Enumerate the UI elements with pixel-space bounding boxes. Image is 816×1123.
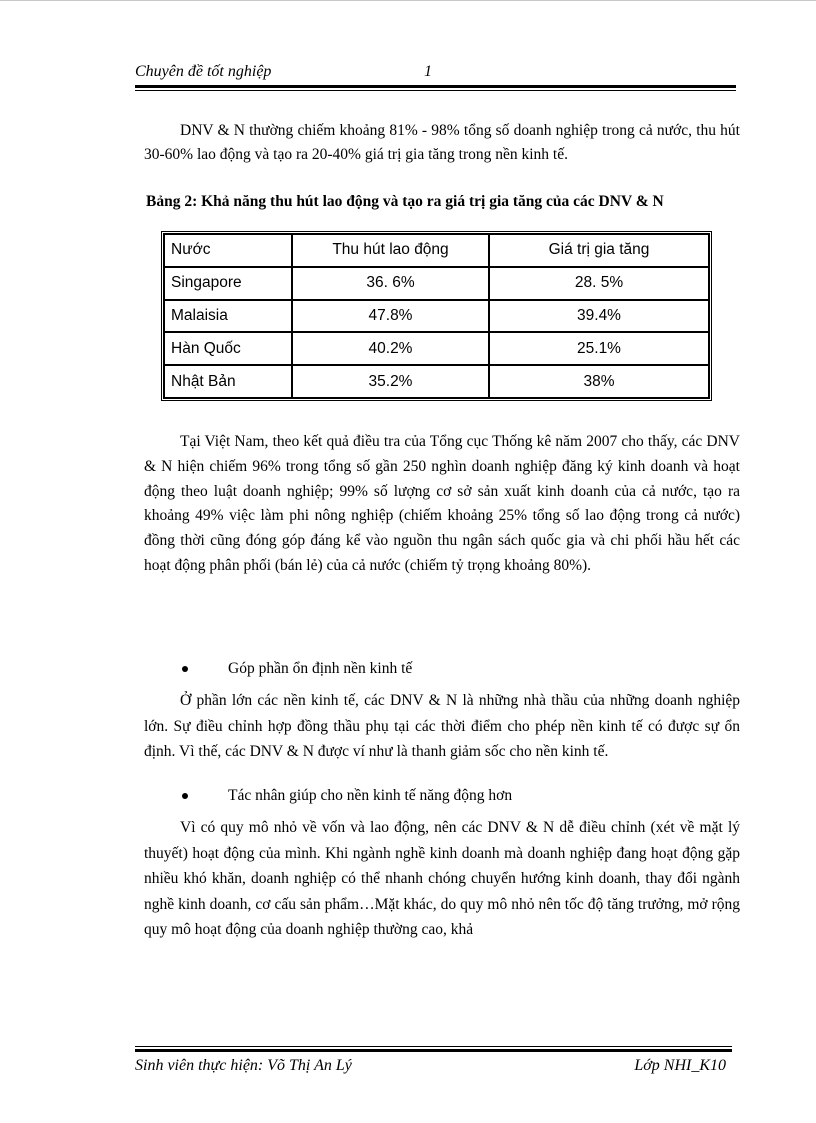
table-cell: Nhật Bản bbox=[164, 365, 292, 398]
bullet-dot-icon bbox=[182, 793, 188, 799]
table-header-cell: Giá trị gia tăng bbox=[489, 234, 709, 267]
bullet-dot-icon bbox=[182, 666, 188, 672]
table-row bbox=[164, 300, 709, 333]
paragraph-dynamic-text: Vì có quy mô nhỏ về vốn và lao động, nên các DNV & N dễ điều chỉnh (xét về mặt lý thuyết) hoạt động của mình. Khi ngành nghề kinh doanh mà doanh nghiệp đang hoạt động gặp nhiều khó khăn, doanh nghiệp có thể nhanh chóng chuyển hướng kinh doanh, thay đổi ngành nghề kinh doanh, cơ cấu sản phẩm…Mặt khác, do quy mô nhỏ nên tốc độ tăng trưởng, mở rộng quy mô hoạt động của doanh nghiệp thường cao, khả bbox=[144, 819, 740, 938]
paragraph-intro bbox=[144, 119, 740, 167]
table-row bbox=[164, 332, 709, 365]
table-cell: 47.8% bbox=[292, 300, 489, 333]
table-row bbox=[164, 365, 709, 398]
table-header-cell: Thu hút lao động bbox=[292, 234, 489, 267]
table-cell: Hàn Quốc bbox=[164, 332, 292, 365]
paragraph-vietnam bbox=[144, 430, 740, 579]
footer-rule bbox=[135, 1049, 732, 1052]
footer-rule-thin bbox=[135, 1046, 732, 1047]
page-top-border bbox=[0, 0, 816, 1]
table-cell: 25.1% bbox=[489, 332, 709, 365]
table-cell: 35.2% bbox=[292, 365, 489, 398]
table-cell: Malaisia bbox=[164, 300, 292, 333]
header-title: Chuyên đề tốt nghiệp bbox=[135, 63, 272, 80]
table-caption: Bảng 2: Khả năng thu hút lao động và tạo ra giá trị gia tăng của các DNV & N bbox=[146, 193, 664, 210]
table-header-row bbox=[164, 234, 709, 267]
bullet-text: Góp phần ổn định nền kinh tế bbox=[228, 660, 413, 677]
page-number: 1 bbox=[424, 63, 432, 80]
header-rule bbox=[135, 85, 736, 88]
table-cell: 36. 6% bbox=[292, 267, 489, 300]
table-cell: 40.2% bbox=[292, 332, 489, 365]
table-cell: 39.4% bbox=[489, 300, 709, 333]
paragraph-vietnam-text: Tại Việt Nam, theo kết quả điều tra của Tổng cục Thống kê năm 2007 cho thấy, các DNV & N hiện chiếm 96% trong tổng số gần 250 nghìn doanh nghiệp đăng ký kinh doanh và hoạt động theo luật doanh nghiệp; 99% số lượng cơ sở sản xuất kinh doanh của cả nước, tạo ra khoảng 49% việc làm phi nông nghiệp (chiếm khoảng 25% tổng số lao động trong cả nước) đồng thời cũng đóng góp đáng kể vào nguồn thu ngân sách quốc gia và chi phối hầu hết các hoạt động phân phối (bán lẻ) của cả nước (chiếm tỷ trọng khoảng 80%). bbox=[144, 433, 740, 574]
table-row bbox=[164, 267, 709, 300]
page-footer bbox=[135, 1046, 732, 1078]
table-cell: 38% bbox=[489, 365, 709, 398]
table-cell: Singapore bbox=[164, 267, 292, 300]
table-cell: 28. 5% bbox=[489, 267, 709, 300]
paragraph-intro-text: DNV & N thường chiếm khoảng 81% - 98% tổng số doanh nghiệp trong cả nước, thu hút 30-60% lao động và tạo ra 20-40% giá trị gia tăng trong nền kinh tế. bbox=[144, 122, 740, 163]
footer-student: Sinh viên thực hiện: Võ Thị An Lý bbox=[135, 1057, 352, 1074]
paragraph-dynamic bbox=[144, 815, 740, 943]
data-table bbox=[161, 231, 712, 401]
header-rule-thin bbox=[135, 90, 736, 91]
paragraph-stability bbox=[144, 688, 740, 765]
bullet-text: Tác nhân giúp cho nền kinh tế năng động hơn bbox=[228, 787, 513, 804]
page-header bbox=[135, 63, 736, 89]
footer-class: Lớp NHI_K10 bbox=[634, 1057, 726, 1074]
table-header-cell: Nước bbox=[164, 234, 292, 267]
paragraph-stability-text: Ở phần lớn các nền kinh tế, các DNV & N là những nhà thầu của những doanh nghiệp lớn. Sự điều chỉnh hợp đồng thầu phụ tại các thời điểm cho phép nền kinh tế có được sự ổn định. Vì thế, các DNV & N được ví như là thanh giảm sốc cho nền kinh tế. bbox=[144, 692, 740, 760]
